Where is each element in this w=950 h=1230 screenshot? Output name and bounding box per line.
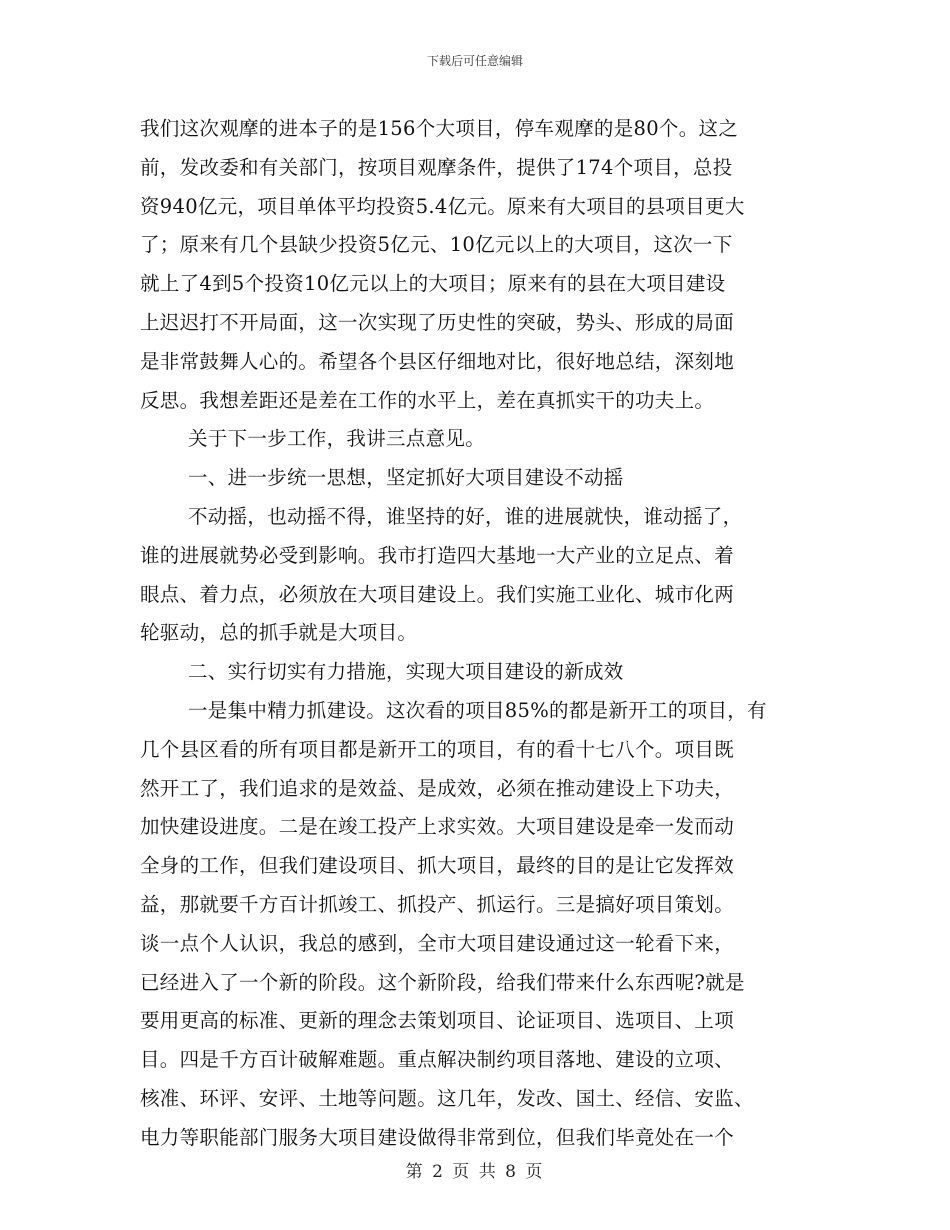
text-line: 几个县区看的所有项目都是新开工的项目，有的看十七八个。项目既	[140, 737, 735, 761]
text-line: 是非常鼓舞人心的。希望各个县区仔细地对比，很好地总结，深刻地	[140, 349, 735, 373]
text-line: 前，发改委和有关部门，按项目观摩条件，提供了174个项目，总投	[140, 155, 733, 179]
text-line: 不动摇，也动摇不得，谁坚持的好，谁的进展就快，谁动摇了，	[188, 504, 743, 528]
page-number-footer: 第 2 页 共 8 页	[405, 1162, 545, 1182]
text-line: 我们这次观摩的进本子的是156个大项目，停车观摩的是80个。这之	[140, 117, 739, 140]
text-line: 加快建设进度。二是在竣工投产上求实效。大项目建设是牵一发而动	[140, 815, 735, 839]
text-line: 然开工了，我们追求的是效益、是成效，必须在推动建设上下功夫，	[140, 776, 735, 800]
text-line: 了；原来有几个县缺少投资5亿元、10亿元以上的大项目，这次一下	[140, 233, 733, 257]
text-line: 资940亿元，项目单体平均投资5.4亿元。原来有大项目的县项目更大	[140, 194, 745, 218]
text-line: 目。四是千方百计破解难题。重点解决制约项目落地、建设的立项、	[140, 1048, 735, 1072]
text-line: 上迟迟打不开局面，这一次实现了历史性的突破，势头、形成的局面	[140, 310, 735, 334]
text-line: 谈一点个人认识，我总的感到，全市大项目建设通过这一轮看下来，	[140, 931, 735, 955]
page-header-note: 下载后可任意编辑	[426, 54, 523, 68]
text-line: 就上了4到5个投资10亿元以上的大项目；原来有的县在大项目建设	[140, 272, 726, 296]
text-line: 要用更高的标准、更新的理念去策划项目、论证项目、选项目、上项	[140, 1009, 735, 1033]
text-line: 轮驱动，总的抓手就是大项目。	[140, 621, 418, 645]
text-line: 一是集中精力抓建设。这次看的项目85%的都是新开工的项目，有	[188, 698, 767, 722]
text-line: 已经进入了一个新的阶段。这个新阶段，给我们带来什么东西呢?就是	[140, 970, 745, 994]
text-line: 益，那就要千方百计抓竣工、抓投产、抓运行。三是搞好项目策划。	[140, 892, 735, 916]
document-body	[140, 110, 820, 1158]
text-line: 一、进一步统一思想，坚定抓好大项目建设不动摇	[188, 466, 624, 490]
text-line: 关于下一步工作，我讲三点意见。	[188, 427, 486, 451]
text-line: 谁的进展就势必受到影响。我市打造四大基地一大产业的立足点、着	[140, 543, 735, 567]
text-line: 眼点、着力点，必须放在大项目建设上。我们实施工业化、城市化两	[140, 582, 735, 606]
text-line: 反思。我想差距还是差在工作的水平上，差在真抓实干的功夫上。	[140, 388, 715, 412]
text-line: 全身的工作，但我们建设项目、抓大项目，最终的目的是让它发挥效	[140, 854, 735, 878]
text-line: 二、实行切实有力措施，实现大项目建设的新成效	[188, 660, 624, 684]
text-line: 核准、环评、安评、土地等问题。这几年，发改、国土、经信、安监、	[140, 1086, 754, 1110]
text-line: 电力等职能部门服务大项目建设做得非常到位，但我们毕竟处在一个	[140, 1125, 735, 1149]
